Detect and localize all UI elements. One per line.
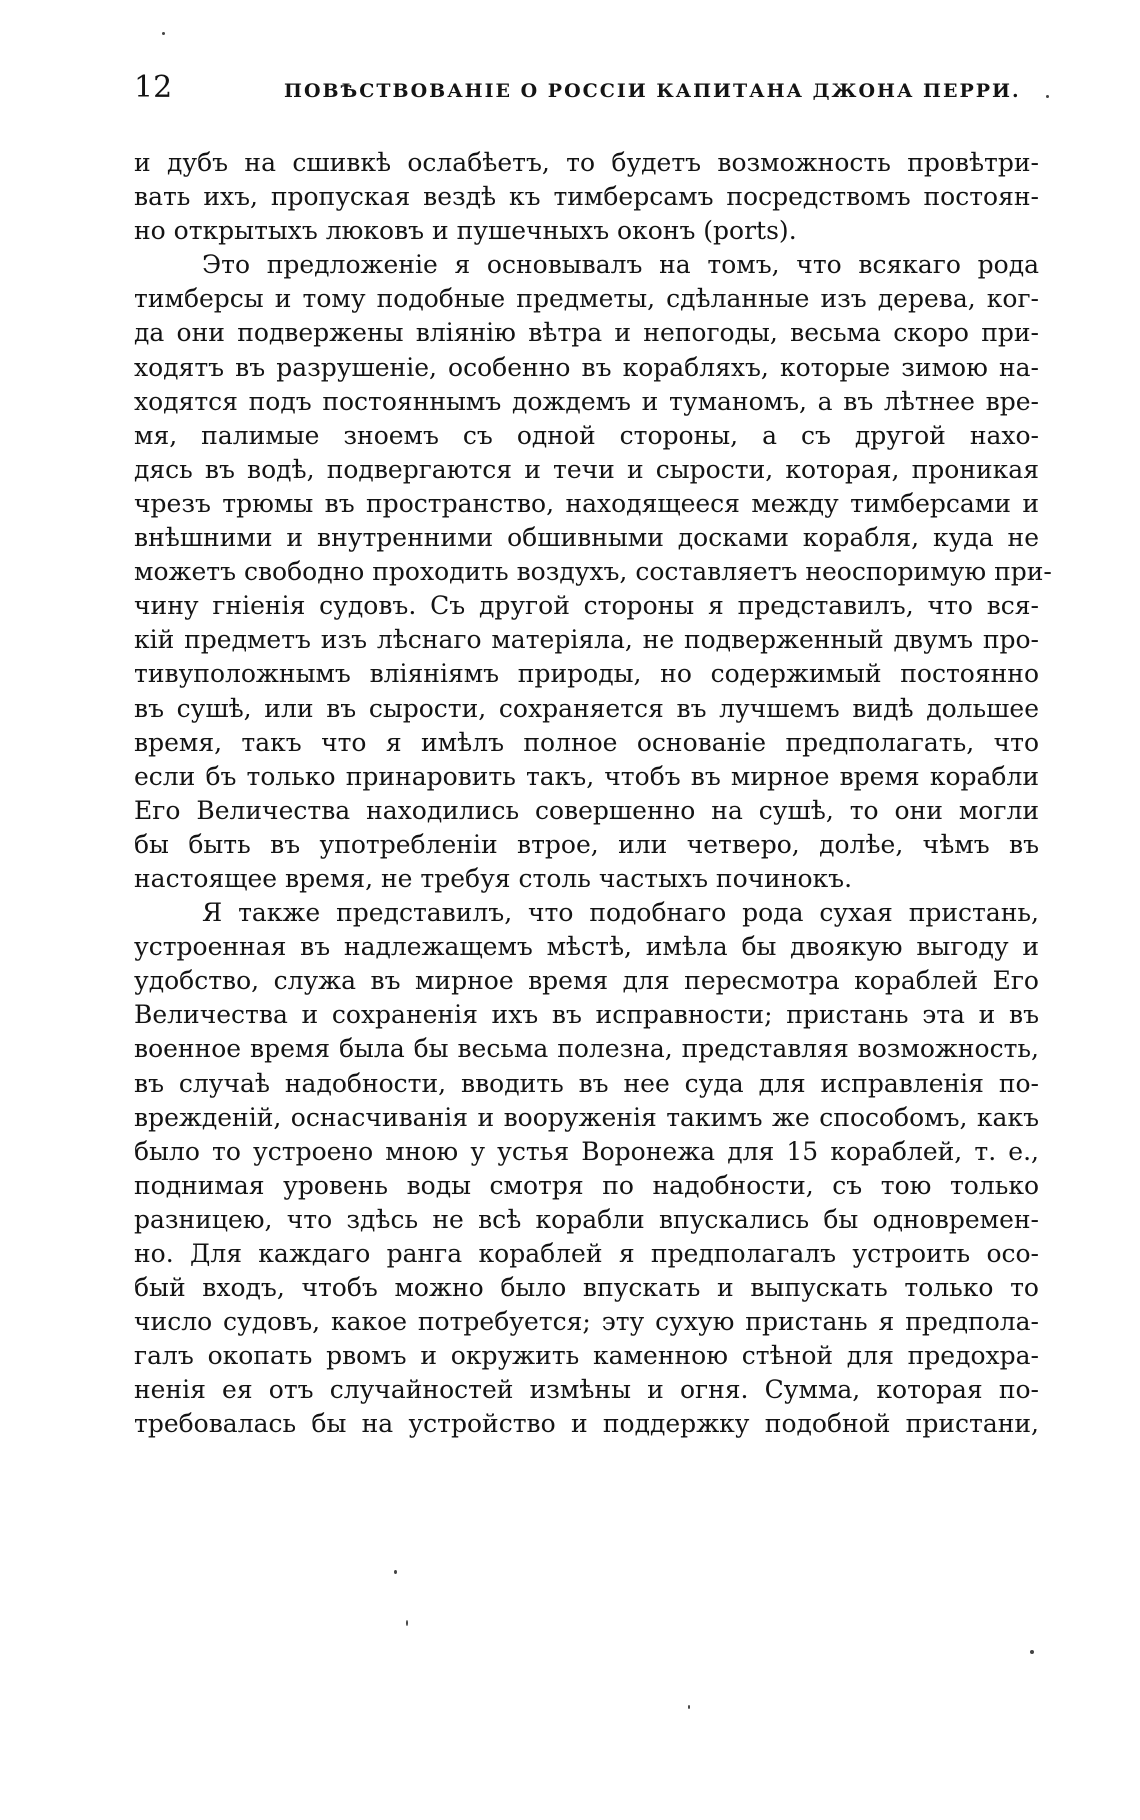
running-head: [134, 70, 1034, 110]
text-line: ходятъ въ разрушеніе, особенно въ корабляхъ, которые зимою на-: [134, 352, 1039, 382]
text-line: если бъ только принаровить такъ, чтобъ въ мирное время корабли: [134, 761, 1039, 791]
text-line: можетъ свободно проходить воздухъ, составляетъ неоспоримую при-: [134, 557, 1052, 587]
scan-speck: [162, 32, 165, 35]
text-line: ненія ея отъ случайностей измѣны и огня. Сумма, которая по-: [134, 1375, 1039, 1405]
text-line: Величества и сохраненія ихъ въ исправности; пристань эта и въ: [134, 1000, 1039, 1030]
text-line: поднимая уровень воды смотря по надобности, съ тою только: [134, 1170, 1039, 1200]
text-line: въ случаѣ надобности, вводить въ нее суда для исправленія по-: [134, 1068, 1039, 1098]
text-line: дясь въ водѣ, подвергаются и течи и сырости, которая, проникая: [134, 454, 1039, 484]
text-line: бый входъ, чтобъ можно было впускать и выпускать только то: [134, 1273, 1039, 1303]
text-line: время, такъ что я имѣлъ полное основаніе предполагать, что: [134, 727, 1039, 757]
scan-speck: [1046, 95, 1049, 98]
text-line: было то устроено мною у устья Воронежа для 15 кораблей, т. е.,: [134, 1136, 1039, 1166]
text-line: военное время была бы весьма полезна, представляя возможность,: [134, 1034, 1039, 1064]
text-line: чину гніенія судовъ. Съ другой стороны я представилъ, что вся-: [134, 591, 1039, 621]
text-line: мя, палимые зноемъ съ одной стороны, а съ другой нахо-: [134, 420, 1039, 450]
text-line: внѣшними и внутренними обшивными досками корабля, куда не: [134, 523, 1039, 553]
text-line: ходятся подъ постояннымъ дождемъ и туманомъ, а въ лѣтнее вре-: [134, 386, 1039, 416]
text-line: и дубъ на сшивкѣ ослабѣетъ, то будетъ возможность провѣтри-: [134, 148, 1039, 177]
running-title: ПОВѢСТВОВАНІЕ О РОССІИ КАПИТАНА ДЖОНА ПЕРРИ.: [284, 80, 1021, 102]
text-line: бы быть въ употребленіи втрое, или четверо, долѣе, чѣмъ въ: [134, 829, 1039, 859]
text-line: галъ окопать рвомъ и окружить каменною стѣной для предохра-: [134, 1341, 1039, 1371]
text-line: но. Для каждаго ранга кораблей я предполагалъ устроить осо-: [134, 1239, 1039, 1268]
page-number: 12: [134, 70, 173, 105]
text-line: устроенная въ надлежащемъ мѣстѣ, имѣла бы двоякую выгоду и: [134, 932, 1039, 962]
text-line: но открытыхъ люковъ и пушечныхъ оконъ (ports).: [134, 216, 797, 246]
text-line: да они подвержены вліянію вѣтра и непогоды, весьма скоро при-: [134, 318, 1039, 348]
text-line: требовалась бы на устройство и поддержку подобной пристани,: [134, 1409, 1039, 1439]
scan-speck: [406, 1620, 408, 1626]
text-line: врежденій, оснасчиванія и вооруженія такимъ же способомъ, какъ: [134, 1102, 1039, 1132]
paragraph-start-line: Я также представилъ, что подобнаго рода сухая пристань,: [202, 898, 1039, 928]
text-line: тимберсы и тому подобные предметы, сдѣланные изъ дерева, ког-: [134, 284, 1039, 314]
text-line: Его Величества находились совершенно на сушѣ, то они могли: [134, 795, 1039, 825]
scan-speck: [1030, 1650, 1034, 1654]
body-text: [134, 146, 1052, 1442]
text-line: число судовъ, какое потребуется; эту сухую пристань я предпола-: [134, 1307, 1039, 1337]
text-line: удобство, служа въ мирное время для пересмотра кораблей Его: [134, 966, 1039, 996]
text-line: чрезъ трюмы въ пространство, находящееся между тимберсами и: [134, 488, 1039, 518]
text-line: кій предметъ изъ лѣснаго матеріяла, не подверженный двумъ про-: [134, 625, 1039, 655]
scan-speck: [394, 1570, 397, 1574]
text-line: въ сушѣ, или въ сырости, сохраняется въ лучшемъ видѣ дольшее: [134, 693, 1039, 723]
text-line: тивуположнымъ вліяніямъ природы, но содержимый постоянно: [134, 659, 1039, 689]
paragraph-start-line: Это предложеніе я основывалъ на томъ, что всякаго рода: [202, 250, 1039, 280]
scan-speck: [688, 1705, 690, 1709]
text-line: вать ихъ, пропуская вездѣ къ тимберсамъ посредствомъ постоян-: [134, 182, 1039, 212]
text-line: разницею, что здѣсь не всѣ корабли впускались бы одновремен-: [134, 1204, 1039, 1234]
text-line: настоящее время, не требуя столь частыхъ починокъ.: [134, 863, 853, 893]
